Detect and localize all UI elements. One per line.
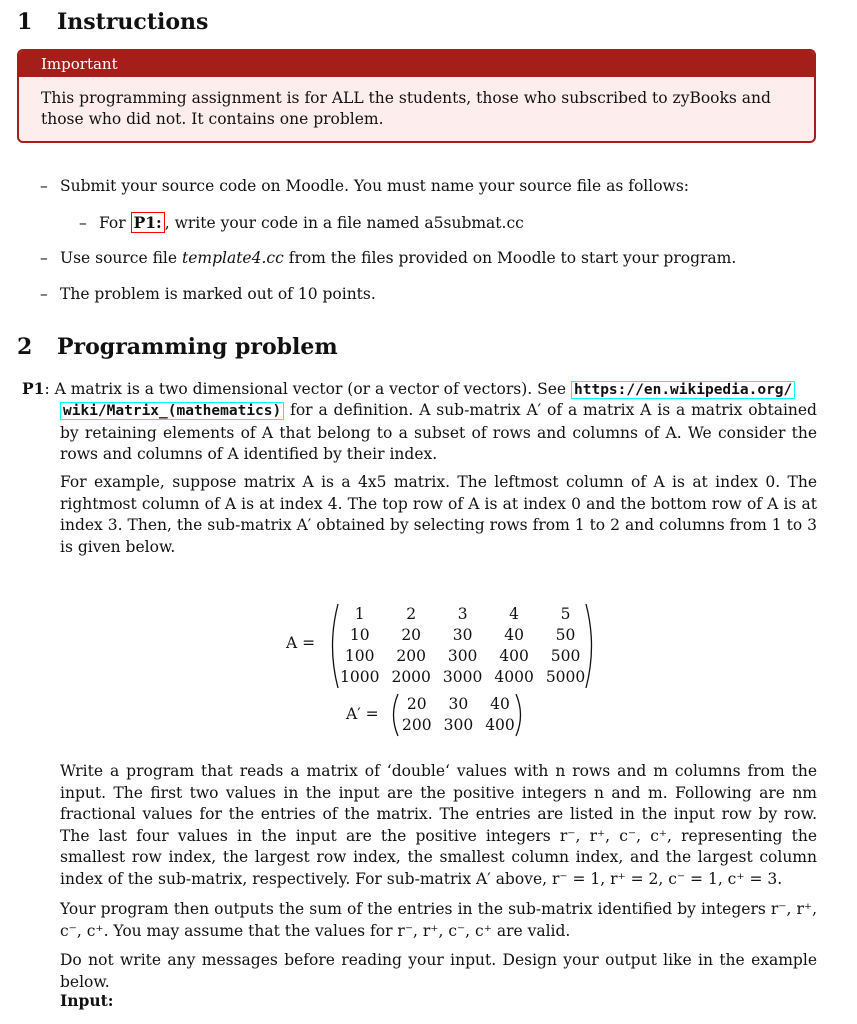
- section-title: Instructions: [57, 9, 209, 35]
- input-label: Input:: [60, 991, 114, 1010]
- bullet-text: , write your code in a file named a5submat.cc: [164, 214, 524, 232]
- matrix-cell: 1: [354, 604, 365, 623]
- section-1-heading: [17, 9, 208, 35]
- matrix-cell: 5000: [545, 667, 586, 686]
- bullet-text: from the files provided on Moodle to start your program.: [288, 249, 737, 267]
- matrix-cell: 100: [344, 646, 375, 665]
- matrix-cell: 300: [447, 646, 478, 665]
- matrix-cell: 400: [499, 646, 529, 665]
- section-title: Programming problem: [57, 334, 338, 360]
- bullet-text: Submit your source code on Moodle. You must name your source file as follows:: [60, 177, 689, 195]
- matrix-a-prime: [346, 693, 546, 737]
- matrix-cell: 1000: [340, 667, 380, 686]
- program-description: Write a program that reads a matrix of ‘double‘ values with n rows and m columns from the input. The first two values in the input are the positive integers n and m. Following are nm fractional values for the entries of the matrix. The entries are listed in the input row by row. The last four values in the input are the positive integers r⁻, r⁺, c⁻, c⁺, representing the smallest row index, the largest row index, the smallest column index, and the largest column index of the sub-matrix, respectively. For sub-matrix A′ above, r⁻ = 1, r⁺ = 2, c⁻ = 1, c⁺ = 3.: [60, 762, 817, 888]
- matrix-cell: 4: [509, 604, 520, 623]
- problem-intro-cont: [60, 400, 817, 466]
- matrix-cell: 400: [485, 715, 515, 734]
- right-paren: [514, 693, 526, 737]
- problem-intro: [22, 378, 819, 402]
- matrix-cell: 20: [401, 625, 422, 644]
- example-paragraph: For example, suppose matrix A is a 4x5 matrix. The leftmost column of A is at index 0. The rightmost column of A is at index 4. The top row of A is at index 0 and the bottom row of A is at index 3. Then, the sub-matrix A′ obtained by selecting rows from 1 to 2 and columns from 1 to 3 is given below.: [60, 473, 817, 556]
- right-paren: [584, 603, 598, 689]
- output-description: Your program then outputs the sum of the entries in the sub-matrix identified by integers r⁻, r⁺, c⁻, c⁺. You may assume that the values for r⁻, r⁺, c⁻, c⁺ are valid.: [60, 900, 817, 940]
- important-box: [17, 49, 816, 143]
- matrix-cell: 500: [550, 646, 581, 665]
- format-note: Do not write any messages before reading your input. Design your output like in the example below.: [60, 951, 817, 991]
- matrix-cell: 3: [457, 604, 468, 623]
- matrix-cell: 40: [490, 694, 510, 713]
- bullet-points: – The problem is marked out of 10 points.: [40, 285, 376, 303]
- section-number: 2: [17, 334, 33, 360]
- bullet-template: – Use source file template4.cc from the files provided on Moodle to start your program.: [40, 249, 737, 267]
- important-box-header: Important: [19, 51, 814, 77]
- matrix-cell: 20: [406, 694, 427, 713]
- matrix-cell: 30: [448, 694, 469, 713]
- matrix-cell: 3000: [442, 667, 483, 686]
- wikipedia-link[interactable]: https://en.wikipedia.org/: [571, 381, 795, 399]
- matrix-cell: 200: [402, 715, 432, 734]
- matrix-a-table: [334, 603, 591, 687]
- matrix-cell: 40: [504, 625, 524, 644]
- matrix-cell: 10: [349, 625, 370, 644]
- matrix-cell: 2: [406, 604, 417, 623]
- bullet-text: For: [99, 214, 126, 232]
- section-number: 1: [17, 9, 33, 35]
- bullet-submit: – Submit your source code on Moodle. You must name your source file as follows:: [40, 177, 689, 195]
- matrix-a: [286, 603, 606, 689]
- matrix-cell: 30: [452, 625, 473, 644]
- important-box-body: This programming assignment is for ALL the students, those who subscribed to zyBooks and those who did not. It contains one problem.: [41, 89, 771, 128]
- wikipedia-link-cont[interactable]: wiki/Matrix_(mathematics): [60, 402, 284, 420]
- matrix-a-prime-table: [396, 693, 521, 735]
- problem-label: P1: [22, 379, 45, 398]
- section-2-heading: [17, 334, 338, 360]
- p1-reference-link[interactable]: P1:: [131, 212, 165, 233]
- matrix-cell: 50: [555, 625, 576, 644]
- bullet-text: The problem is marked out of 10 points.: [60, 285, 376, 303]
- matrix-a-prime-label: A′ =: [346, 705, 379, 723]
- bullet-p1-file: – For P1: , write your code in a file named a5submat.cc: [79, 213, 524, 232]
- problem-text: for a definition. A sub-matrix A′ of a matrix A is a matrix obtained by retaining elements of A that belong to a subset of rows and columns of A. We consider the rows and columns of A identified by their index.: [60, 401, 817, 463]
- matrix-cell: 4000: [494, 667, 534, 686]
- bullet-text: Use source file: [60, 249, 178, 267]
- matrix-a-label: A =: [286, 634, 316, 652]
- matrix-cell: 200: [396, 646, 426, 665]
- matrix-cell: 300: [443, 715, 474, 734]
- matrix-cell: 5: [560, 604, 571, 623]
- matrix-cell: 2000: [391, 667, 431, 686]
- problem-text: : A matrix is a two dimensional vector (or a vector of vectors). See: [44, 380, 567, 398]
- template-filename: template4.cc: [181, 249, 284, 267]
